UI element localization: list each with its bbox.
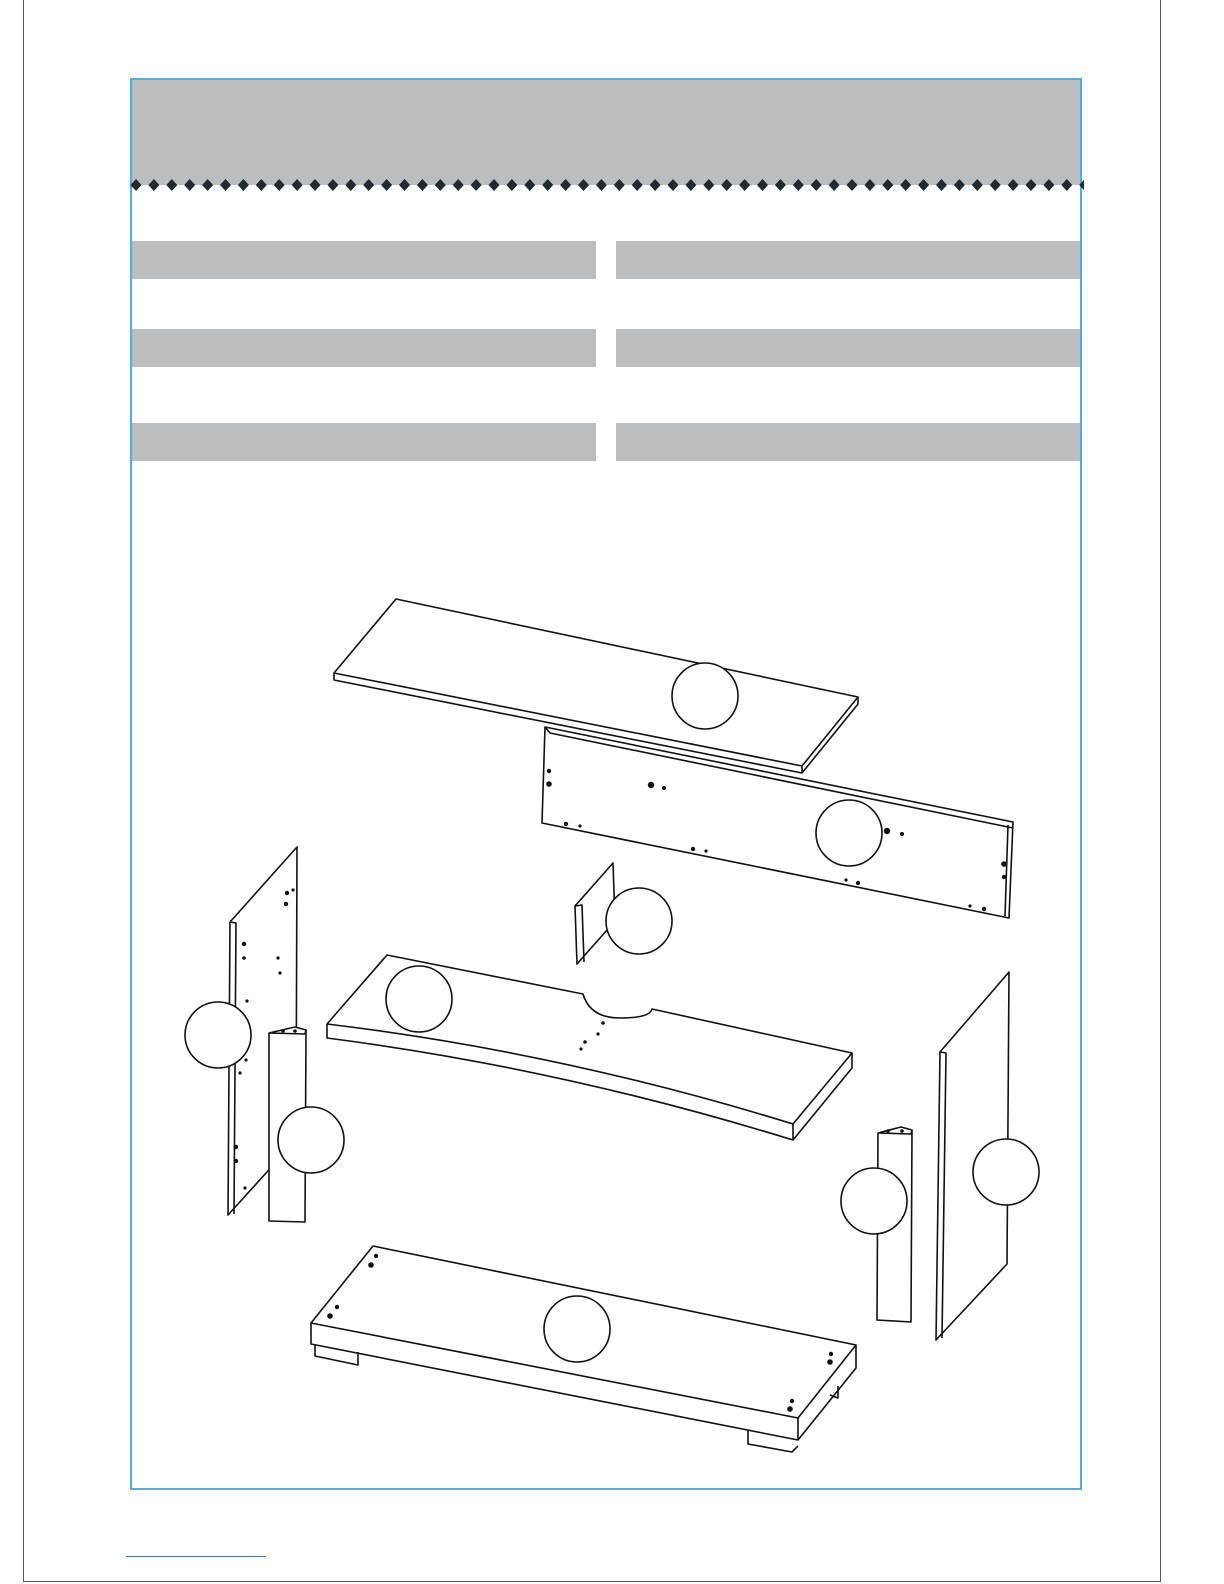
base	[311, 1246, 856, 1452]
part-callout-top-panel	[672, 663, 738, 729]
right-side	[936, 972, 1039, 1340]
part-callout-left-side	[185, 1002, 251, 1068]
part-callout-shelf	[386, 966, 452, 1032]
shelf	[327, 955, 852, 1140]
part-callout-right-post	[841, 1168, 907, 1234]
footer-rule	[126, 1556, 266, 1557]
part-callout-left-post	[278, 1107, 344, 1173]
part-callout-divider	[606, 888, 672, 954]
right-post	[841, 1127, 912, 1322]
part-callout-base	[544, 1296, 610, 1362]
left-post	[269, 1027, 344, 1222]
divider	[575, 863, 672, 964]
part-callout-right-side	[973, 1139, 1039, 1205]
part-callout-back-panel	[816, 800, 882, 866]
